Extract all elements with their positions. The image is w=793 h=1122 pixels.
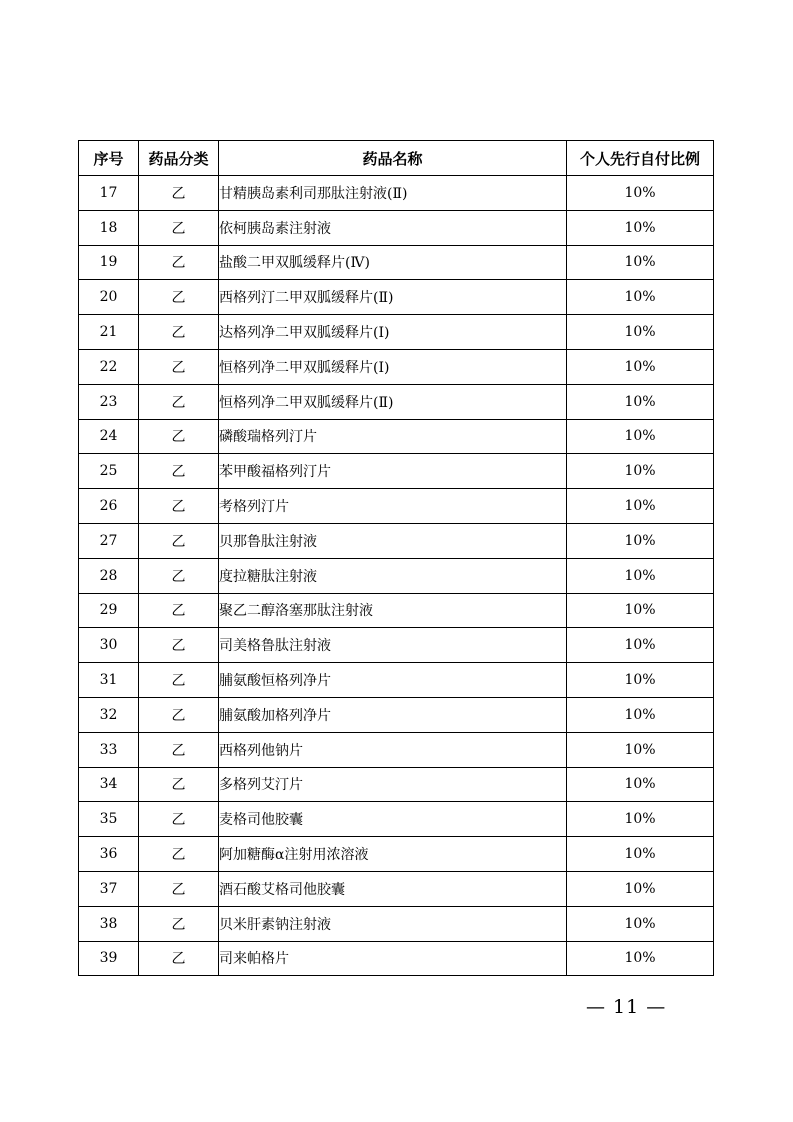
cell-drug-name: 西格列汀二甲双胍缓释片(Ⅱ)	[219, 280, 567, 315]
header-self-pay-ratio: 个人先行自付比例	[567, 141, 714, 176]
cell-drug-name: 聚乙二醇洛塞那肽注射液	[219, 593, 567, 628]
table-row	[79, 176, 714, 211]
cell-self-pay-ratio: 10%	[567, 454, 714, 489]
header-serial-number: 序号	[79, 141, 139, 176]
cell-drug-name: 司美格鲁肽注射液	[219, 628, 567, 663]
cell-drug-category: 乙	[139, 767, 219, 802]
cell-serial-number: 26	[79, 489, 139, 524]
cell-drug-name: 达格列净二甲双胍缓释片(Ⅰ)	[219, 315, 567, 350]
cell-drug-category: 乙	[139, 697, 219, 732]
cell-drug-name: 依柯胰岛素注射液	[219, 210, 567, 245]
cell-self-pay-ratio: 10%	[567, 593, 714, 628]
cell-drug-category: 乙	[139, 628, 219, 663]
table-row	[79, 732, 714, 767]
cell-self-pay-ratio: 10%	[567, 419, 714, 454]
cell-drug-category: 乙	[139, 454, 219, 489]
cell-serial-number: 36	[79, 837, 139, 872]
cell-serial-number: 39	[79, 941, 139, 976]
cell-drug-category: 乙	[139, 315, 219, 350]
cell-serial-number: 33	[79, 732, 139, 767]
cell-drug-category: 乙	[139, 384, 219, 419]
cell-drug-name: 多格列艾汀片	[219, 767, 567, 802]
cell-serial-number: 22	[79, 349, 139, 384]
table-row	[79, 489, 714, 524]
drug-table	[78, 140, 714, 976]
table-row	[79, 802, 714, 837]
cell-self-pay-ratio: 10%	[567, 697, 714, 732]
cell-self-pay-ratio: 10%	[567, 523, 714, 558]
cell-drug-category: 乙	[139, 837, 219, 872]
table-row	[79, 315, 714, 350]
cell-drug-category: 乙	[139, 349, 219, 384]
cell-serial-number: 34	[79, 767, 139, 802]
cell-drug-category: 乙	[139, 558, 219, 593]
page-number: — 11 —	[586, 996, 667, 1018]
table-row	[79, 280, 714, 315]
table-row	[79, 523, 714, 558]
cell-drug-name: 脯氨酸恒格列净片	[219, 663, 567, 698]
cell-drug-category: 乙	[139, 419, 219, 454]
table-row	[79, 871, 714, 906]
cell-drug-name: 恒格列净二甲双胍缓释片(Ⅱ)	[219, 384, 567, 419]
table-row	[79, 628, 714, 663]
cell-drug-category: 乙	[139, 941, 219, 976]
cell-self-pay-ratio: 10%	[567, 628, 714, 663]
cell-serial-number: 27	[79, 523, 139, 558]
cell-drug-category: 乙	[139, 732, 219, 767]
cell-self-pay-ratio: 10%	[567, 558, 714, 593]
table-row	[79, 419, 714, 454]
header-drug-name: 药品名称	[219, 141, 567, 176]
table-row	[79, 558, 714, 593]
cell-self-pay-ratio: 10%	[567, 732, 714, 767]
cell-serial-number: 20	[79, 280, 139, 315]
cell-self-pay-ratio: 10%	[567, 384, 714, 419]
cell-serial-number: 37	[79, 871, 139, 906]
table-body	[79, 176, 714, 976]
cell-serial-number: 35	[79, 802, 139, 837]
cell-self-pay-ratio: 10%	[567, 315, 714, 350]
cell-drug-category: 乙	[139, 906, 219, 941]
cell-serial-number: 38	[79, 906, 139, 941]
table-row	[79, 906, 714, 941]
cell-drug-name: 恒格列净二甲双胍缓释片(Ⅰ)	[219, 349, 567, 384]
cell-drug-name: 酒石酸艾格司他胶囊	[219, 871, 567, 906]
cell-self-pay-ratio: 10%	[567, 349, 714, 384]
table-row	[79, 837, 714, 872]
cell-drug-name: 西格列他钠片	[219, 732, 567, 767]
cell-drug-category: 乙	[139, 663, 219, 698]
header-drug-category: 药品分类	[139, 141, 219, 176]
cell-serial-number: 24	[79, 419, 139, 454]
cell-self-pay-ratio: 10%	[567, 245, 714, 280]
cell-drug-name: 盐酸二甲双胍缓释片(Ⅳ)	[219, 245, 567, 280]
table-row	[79, 941, 714, 976]
cell-self-pay-ratio: 10%	[567, 280, 714, 315]
cell-drug-name: 阿加糖酶α注射用浓溶液	[219, 837, 567, 872]
cell-drug-name: 麦格司他胶囊	[219, 802, 567, 837]
table-row	[79, 593, 714, 628]
table-row	[79, 663, 714, 698]
cell-serial-number: 25	[79, 454, 139, 489]
cell-self-pay-ratio: 10%	[567, 767, 714, 802]
cell-drug-category: 乙	[139, 871, 219, 906]
cell-drug-name: 脯氨酸加格列净片	[219, 697, 567, 732]
table-row	[79, 384, 714, 419]
cell-drug-name: 磷酸瑞格列汀片	[219, 419, 567, 454]
cell-drug-name: 贝米肝素钠注射液	[219, 906, 567, 941]
cell-serial-number: 32	[79, 697, 139, 732]
cell-drug-name: 甘精胰岛素利司那肽注射液(Ⅱ)	[219, 176, 567, 211]
cell-drug-name: 度拉糖肽注射液	[219, 558, 567, 593]
cell-self-pay-ratio: 10%	[567, 663, 714, 698]
cell-serial-number: 18	[79, 210, 139, 245]
cell-serial-number: 31	[79, 663, 139, 698]
cell-self-pay-ratio: 10%	[567, 802, 714, 837]
cell-drug-category: 乙	[139, 280, 219, 315]
cell-self-pay-ratio: 10%	[567, 941, 714, 976]
table-row	[79, 349, 714, 384]
table-row	[79, 697, 714, 732]
table-header-row	[79, 141, 714, 176]
cell-serial-number: 23	[79, 384, 139, 419]
cell-drug-name: 贝那鲁肽注射液	[219, 523, 567, 558]
table-row	[79, 767, 714, 802]
table-row	[79, 210, 714, 245]
cell-serial-number: 28	[79, 558, 139, 593]
cell-drug-category: 乙	[139, 593, 219, 628]
cell-serial-number: 19	[79, 245, 139, 280]
table-row	[79, 454, 714, 489]
cell-serial-number: 29	[79, 593, 139, 628]
cell-serial-number: 17	[79, 176, 139, 211]
cell-serial-number: 30	[79, 628, 139, 663]
cell-drug-category: 乙	[139, 802, 219, 837]
cell-drug-category: 乙	[139, 523, 219, 558]
cell-self-pay-ratio: 10%	[567, 837, 714, 872]
cell-serial-number: 21	[79, 315, 139, 350]
cell-drug-name: 苯甲酸福格列汀片	[219, 454, 567, 489]
cell-self-pay-ratio: 10%	[567, 489, 714, 524]
cell-drug-category: 乙	[139, 245, 219, 280]
cell-drug-category: 乙	[139, 210, 219, 245]
cell-drug-category: 乙	[139, 489, 219, 524]
cell-drug-category: 乙	[139, 176, 219, 211]
cell-self-pay-ratio: 10%	[567, 176, 714, 211]
cell-drug-name: 司来帕格片	[219, 941, 567, 976]
cell-self-pay-ratio: 10%	[567, 210, 714, 245]
cell-drug-name: 考格列汀片	[219, 489, 567, 524]
cell-self-pay-ratio: 10%	[567, 906, 714, 941]
cell-self-pay-ratio: 10%	[567, 871, 714, 906]
table-row	[79, 245, 714, 280]
